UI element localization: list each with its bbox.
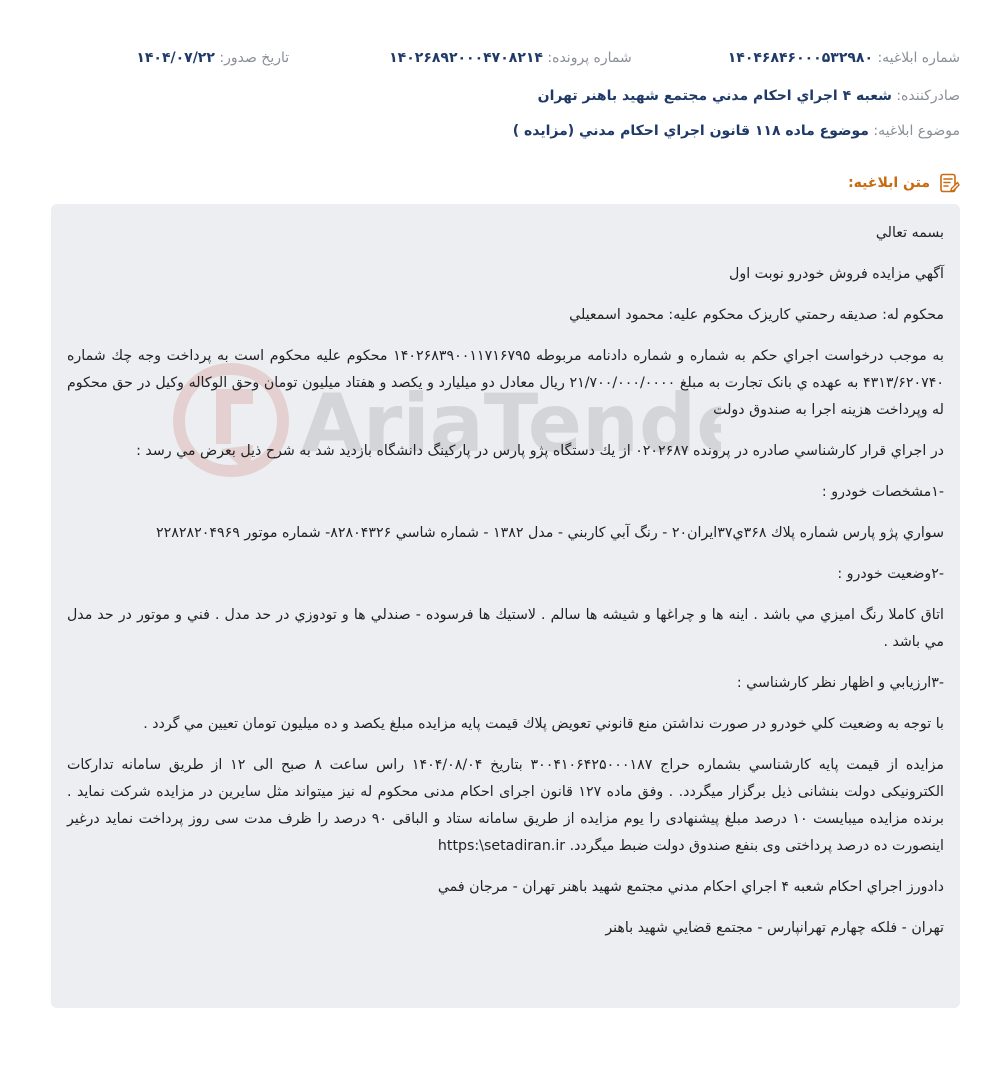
paragraph-spec: سواري پژو پارس شماره پلاك ۳۶۸ي۳۷ايران۲۰ - رنگ آبي کاربني - مدل ۱۳۸۲ - شماره شاسي ۸۲۸۰۴۳۲۶- شماره موتور ۲۲۸۲۸۲۰۴۹۶۹ — [156, 525, 944, 541]
issue-date-value: ۱۴۰۴/۰۷/۲۲ — [136, 50, 215, 66]
notice-number-label: شماره ابلاغيه: — [877, 50, 960, 66]
subject-label: موضوع ابلاغيه: — [873, 123, 960, 139]
paragraph-spec-heading: -۱مشخصات خودرو : — [821, 484, 944, 500]
watermark-text: AriaTend — [301, 377, 697, 470]
paragraph-parties: محکوم له: صديقه رحمتي کاريزک محکوم عليه: محمود اسمعيلي — [569, 307, 944, 323]
notice-number-field — [728, 48, 960, 68]
paragraph-condition-heading: -۲وضعيت خودرو : — [837, 566, 944, 582]
paragraph-auction: مزايده از قيمت پايه کارشناسي بشماره حراج ۳۰۰۴۱۰۶۴۲۵۰۰۰۱۸۷ بتاريخ ۱۴۰۴/۰۸/۰۴ راس ساعت ۸ صبح الی ۱۲ از طريق سامانه تدارکات الکترونيکی دولت بنشانی ذيل برگزار ميگردد. . وفق ماده ۱۲۷ قانون اجرای احکام مدنی محکوم له نيز ميتواند مثل سايرين در مزايده شرکت نمايد . برنده مزايده ميبايست ۱۰ درصد مبلغ پيشنهادی را يوم مزايده از طريق سامانه ستاد و الباقی ۹۰ درصد را ظرف مدت سی روز پرداخت نمايد درغير اينصورت ده درصد پرداختی وی بنفع صندوق دولت ضبط ميگردد. https:\setadiran.ir — [67, 757, 945, 854]
issuer-field — [40, 86, 960, 106]
notice-text-title: متن ابلاغيه: — [848, 175, 930, 191]
notice-number-value: ۱۴۰۴۶۸۴۶۰۰۰۵۳۲۹۸۰ — [727, 50, 873, 66]
paragraph-heading: بسمه تعالي — [875, 225, 944, 241]
paragraph-address: تهران - فلکه چهارم تهرانپارس - مجتمع قضايي شهيد باهنر — [605, 920, 944, 936]
meta-row-numbers — [40, 48, 960, 68]
case-number-label: شماره پرونده: — [547, 50, 632, 66]
document-edit-icon — [938, 172, 960, 194]
notice-body — [51, 204, 960, 1008]
paragraph-condition: اتاق كاملا رنگ اميزي مي باشد . اينه ها و چراغها و شيشه ها سالم . لاستيك ها فرسوده - صندلي ها و تودوزي در حد مدل . فني و موتور در حد مدل مي باشد . — [67, 607, 944, 650]
subject-value: موضوع ماده ۱۱۸ قانون اجراي احكام مدني (مزايده ) — [512, 123, 869, 139]
issue-date-label: تاريخ صدور: — [219, 50, 290, 66]
subject-field — [40, 121, 960, 141]
case-number-field — [389, 48, 632, 68]
issuer-label: صادرکننده: — [896, 88, 960, 104]
case-number-value: ۱۴۰۲۶۸۹۲۰۰۰۴۷۰۸۲۱۴ — [389, 50, 543, 66]
paragraph-judgment: به موجب درخواست اجراي حكم به شماره و شماره دادنامه مربوطه ۱۴۰۲۶۸۳۹۰۰۱۱۷۱۶۷۹۵ محکوم عليه محکوم است به پرداخت وجه چك شماره ۴۳۱۳/۶۲۰۷۴۰ به عهده ي بانک تجارت به مبلغ ۲۱/۷۰۰/۰۰۰/۰۰۰۰ ريال معادل دو ميليارد و يکصد و هفتاد ميليون تومان وحق الوکاله وکيل در حق محکوم له وپرداخت هزينه اجرا به صندوق دولت — [67, 348, 944, 418]
notice-text-heading — [848, 172, 960, 194]
paragraph-valuation-heading: -۳ارزيابي و اظهار نظر كارشناسي : — [736, 675, 944, 691]
paragraph-expert-order: در اجراي قرار کارشناسي صادره در پرونده ۰۲۰۲۶۸۷ از يك دستگاه پژو پارس در پارکينگ دانشگاه بازديد شد به شرح ذيل بعرض مي رسد : — [136, 443, 944, 459]
paragraph-title: آگهي مزايده فروش خودرو نوبت اول — [729, 266, 944, 282]
paragraph-officer: دادورز اجراي احکام شعبه ۴ اجراي احكام مدني مجتمع شهيد باهنر تهران - مرجان فمي — [437, 879, 944, 895]
issue-date-field — [136, 48, 289, 68]
paragraph-valuation: با توجه به وضعيت كلي خودرو در صورت نداشتن منع قانوني تعويض پلاك قيمت پايه مزايده مبلغ يكصد و ده ميليون تومان تعيين مي گردد . — [143, 716, 944, 732]
issuer-value: شعبه ۴ اجراي احكام مدني مجتمع شهيد باهنر تهران — [537, 88, 892, 104]
